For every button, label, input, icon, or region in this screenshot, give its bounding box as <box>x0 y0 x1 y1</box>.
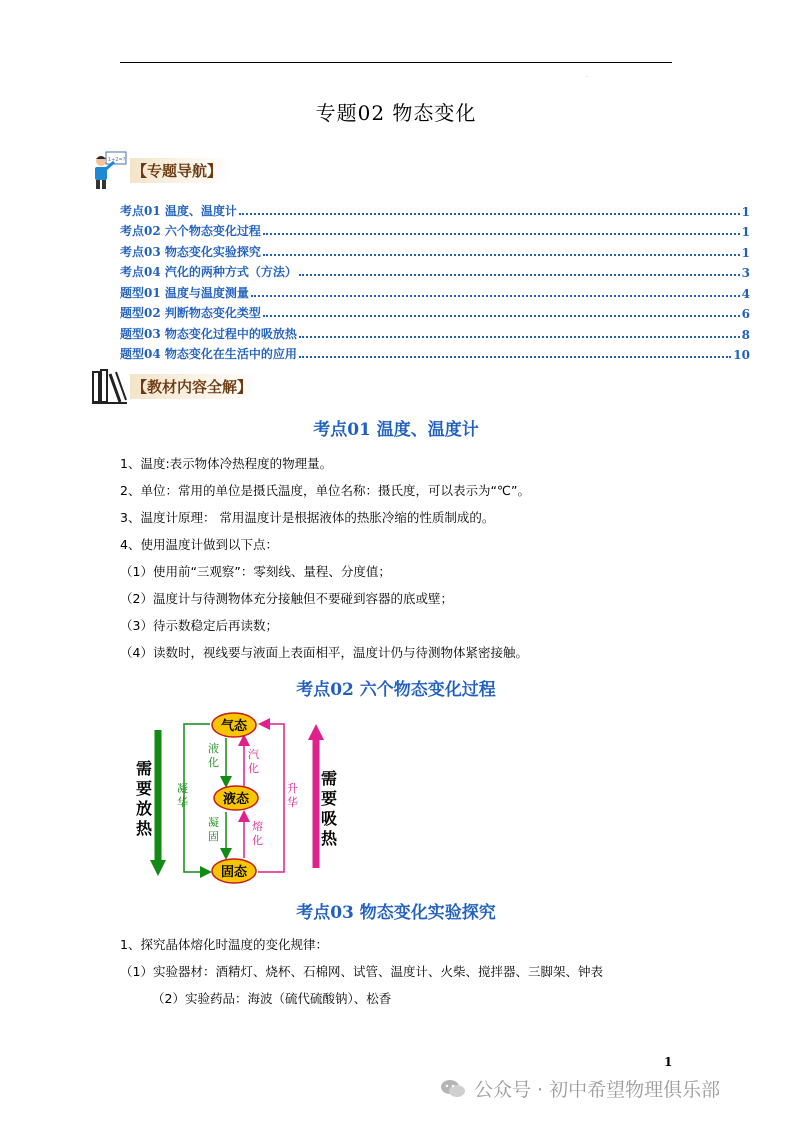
section-heading: 考点02 六个物态变化过程 <box>296 680 496 700</box>
release-heat-arrowhead <box>150 860 166 876</box>
melting-label: 熔化 <box>252 820 263 847</box>
body-line: 4、使用温度计做到以下点： <box>120 537 278 552</box>
watermark <box>440 1075 720 1102</box>
books-icon <box>90 366 128 406</box>
sublimation-label: 升华 <box>287 782 298 809</box>
nav-banner <box>90 150 230 190</box>
toc-item-page: 4 <box>741 286 750 301</box>
toc <box>120 198 750 362</box>
body-line: （3）待示数稳定后再读数； <box>120 618 278 633</box>
toc-leader <box>251 295 740 297</box>
toc-leader <box>263 233 740 235</box>
toc-item-text: 考点04 汽化的两种方式（方法） <box>120 265 297 279</box>
header-dot: . <box>586 72 588 79</box>
toc-item-page: 1 <box>741 225 750 239</box>
toc-item-text: 考点02 六个物态变化过程 <box>120 224 261 238</box>
toc-item[interactable] <box>120 198 750 219</box>
toc-item[interactable] <box>120 219 750 240</box>
content-banner-label: 【教材内容全解】 <box>130 374 260 399</box>
toc-item-text: 题型03 物态变化过程中的吸放热 <box>120 326 297 341</box>
page-number: 1 <box>664 1055 673 1069</box>
toc-item[interactable] <box>120 342 750 363</box>
page-title: 专题02 物态变化 <box>315 101 477 125</box>
state-change-diagram <box>126 708 366 884</box>
solid-state-label: 固态 <box>220 865 248 880</box>
solidification-label: 凝固 <box>208 816 219 843</box>
release-heat-label: 需 要 放 热 <box>136 759 153 838</box>
toc-leader <box>299 336 740 338</box>
toc-item-text: 题型01 温度与温度测量 <box>120 285 249 300</box>
header-rule <box>120 62 672 63</box>
nav-banner-label: 【专题导航】 <box>130 158 230 183</box>
vaporization-label: 汽化 <box>248 748 259 775</box>
toc-leader <box>299 356 731 358</box>
section-heading: 考点01 温度、温度计 <box>313 420 479 440</box>
body-line: （2）实验药品：海波（硫代硫酸钠）、松香 <box>152 991 392 1006</box>
toc-leader <box>263 254 740 256</box>
body-line: 3、温度计原理： 常用温度计是根据液体的热胀冷缩的性质制成的。 <box>120 510 495 525</box>
content-banner <box>90 366 260 406</box>
toc-item-text: 考点03 物态变化实验探究 <box>120 244 261 259</box>
toc-item[interactable] <box>120 239 750 260</box>
toc-item[interactable] <box>120 260 750 281</box>
liquefaction-label: 液化 <box>208 742 219 769</box>
toc-item-text: 题型04 物态变化在生活中的应用 <box>120 347 297 361</box>
body-line: （1）实验器材：酒精灯、烧杯、石棉网、试管、温度计、火柴、搅拌器、三脚架、钟表 <box>120 964 603 979</box>
sublimation-arrow <box>258 724 284 872</box>
toc-item[interactable] <box>120 301 750 322</box>
toc-item[interactable] <box>120 321 750 342</box>
body-line: 2、单位：常用的单位是摄氏温度，单位名称：摄氏度，可以表示为“℃”。 <box>120 483 530 498</box>
body-line: （2）温度计与待测物体充分接触但不要碰到容器的底或壁； <box>120 591 453 606</box>
body-line: 1、探究晶体熔化时温度的变化规律： <box>120 937 328 952</box>
toc-item-page: 1 <box>741 245 750 260</box>
toc-item-text: 考点01 温度、温度计 <box>120 203 237 218</box>
gas-state-label: 气态 <box>220 719 248 734</box>
absorb-heat-label: 需 要 吸 热 <box>321 769 338 848</box>
toc-leader <box>299 274 740 276</box>
toc-item-page: 6 <box>741 307 750 321</box>
toc-item-text: 题型02 判断物态变化类型 <box>120 306 261 320</box>
body-line: （4）读数时，视线要与液面上表面相平，温度计仍与待测物体紧密接触。 <box>120 645 528 660</box>
deposition-label: 凝华 <box>177 782 188 809</box>
wechat-icon <box>440 1078 466 1100</box>
toc-leader <box>263 315 740 317</box>
toc-item-page: 10 <box>733 348 750 362</box>
liquid-state-label: 液态 <box>222 792 250 807</box>
toc-leader <box>239 213 740 215</box>
svg-text:1+2=?: 1+2=? <box>108 157 126 163</box>
absorb-heat-arrowhead <box>308 724 324 740</box>
body-line: （1）使用前“三观察”：零刻线、量程、分度值； <box>120 564 391 579</box>
watermark-text: 公众号 · 初中希望物理俱乐部 <box>474 1079 721 1101</box>
section-heading: 考点03 物态变化实验探究 <box>296 903 496 923</box>
toc-item-page: 8 <box>741 327 750 342</box>
toc-item-page: 1 <box>741 204 750 219</box>
body-line: 1、温度:表示物体冷热程度的物理量。 <box>120 456 333 471</box>
teacher-icon <box>90 150 128 190</box>
toc-item[interactable] <box>120 280 750 301</box>
toc-item-page: 3 <box>741 266 750 280</box>
